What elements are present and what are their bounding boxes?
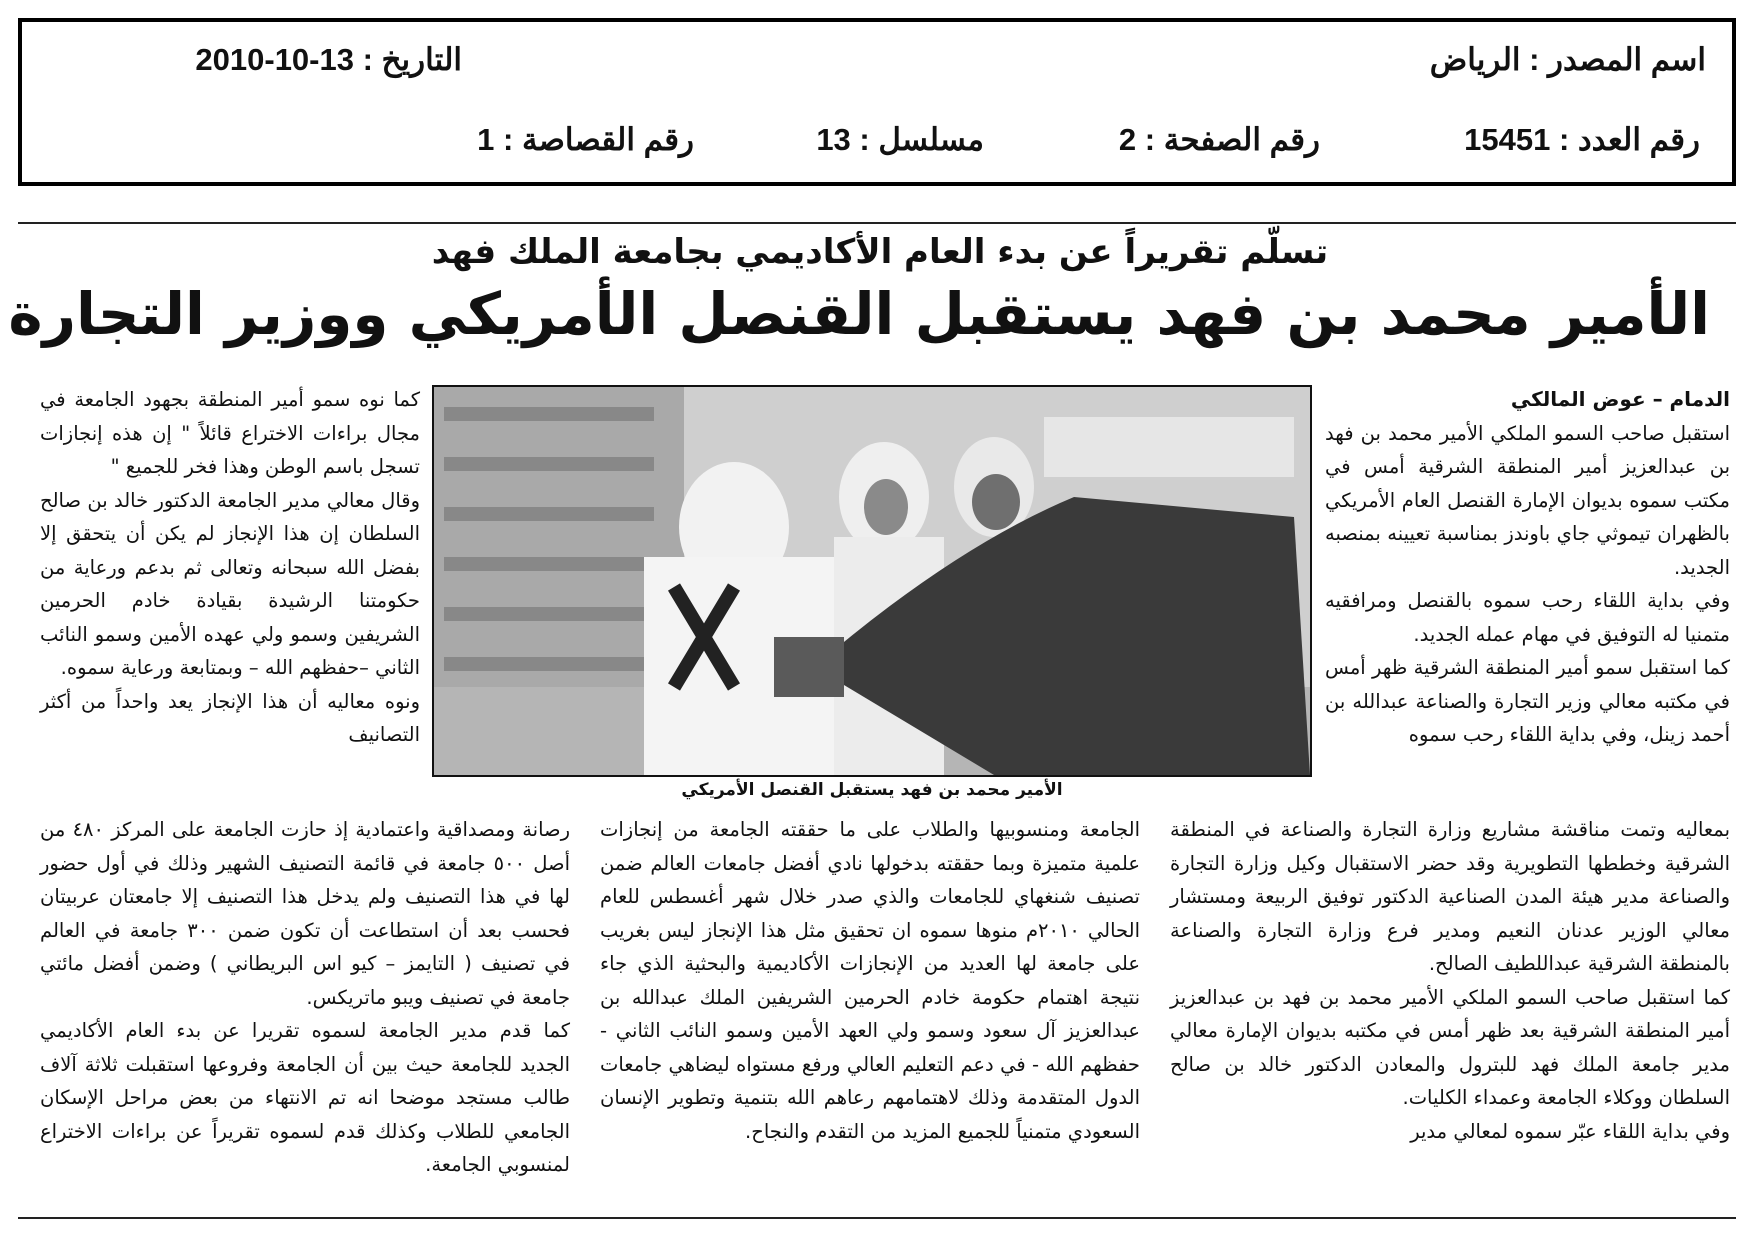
column-right-top-text: استقبل صاحب السمو الملكي الأمير محمد بن فهد بن عبدالعزيز أمير المنطقة الشرقية أمس في مكتب سموه بديوان الإمارة القنصل العام الأمريكي بالظهران تيموثي جاي باوندز بمناسبة تعيينه بمنصبه الجديد. وفي بداية اللقاء رحب سموه بالقنصل ومرافقيه متمنيا له التوفيق في مهام عمله الجديد. كما استقبل سمو أمير المنطقة الشرقية ظهر أمس في مكتبه معالي وزير التجارة والصناعة عبدالله بن أحمد زينل، وفي بداية اللقاء رحب سموه [1325,421,1730,746]
column-right-top [1325,383,1730,752]
issue-label: رقم العدد : 15451 [1464,122,1700,157]
date-label: التاريخ : 13-10-2010 [195,42,462,77]
column-left-bottom-text: رصانة ومصداقية واعتمادية إذ حازت الجامعة على المركز ٤٨٠ من أصل ٥٠٠ جامعة في قائمة التصنيف الشهير وذلك في أول حضور لها في هذا التصنيف ولم يدخل هذا التصنيف إلا جامعتان عربيتان فحسب بعد أن استطاعت أن تكون ضمن ٣٠٠ جامعة في العالم في تصنيف ( التايمز – كيو اس البريطاني ) وضمن أفضل مائتي جامعة في تصنيف ويبو ماتريكس. كما قدم مدير الجامعة لسموه تقريرا عن بدء العام الأكاديمي الجديد للجامعة حيث بين أن الجامعة وفروعها استقبلت ثلاثة آلاف طالب مستجد موضحا انه تم الانتهاء من بعض مراحل الإسكان الجامعي للطلاب وكذلك قدم لسموه تقريراً عن براءات الاختراع لمنسوبي الجامعة. [40,818,571,1176]
column-right-bottom-text: بمعاليه وتمت مناقشة مشاريع وزارة التجارة والصناعة في المنطقة الشرقية وخططها التطويرية وقد حضر الاستقبال وكيل وزارة التجارة والصناعة مدير هيئة المدن الصناعية الدكتور توفيق الربيعة ومستشار معالي الوزير عدنان النعيم ومدير فرع وزارة التجارة والصناعة بالمنطقة الشرقية عبداللطيف الصالح. كما استقبل صاحب السمو الملكي الأمير محمد بن فهد بن عبدالعزيز أمير المنطقة الشرقية بعد ظهر أمس في مكتبه بديوان الإمارة معالي مدير جامعة الملك فهد للبترول والمعادن الدكتور خالد بن صالح السلطان ووكلاء الجامعة وعمداء الكليات. وفي بداية اللقاء عبّر سموه لمعالي مدير [1170,818,1730,1143]
article-byline: الدمام – عوض المالكي [1510,387,1730,411]
article-kicker: تسلّم تقريراً عن بدء العام الأكاديمي بجامعة الملك فهد [431,232,1329,272]
column-left-bottom [40,813,570,1182]
column-middle-bottom-text: الجامعة ومنسوبيها والطلاب على ما حققته الجامعة من إنجازات علمية متميزة وبما حققته بدخولها نادي أفضل جامعات العالم ضمن تصنيف شنغهاي للجامعات والذي صدر خلال شهر أغسطس للعام الحالي ٢٠١٠م منوها سموه ان تحقيق مثل هذا الإنجاز ليس بغريب على جامعة لها العديد من الإنجازات الأكاديمية والبحثية الذي جاء نتيجة اهتمام حكومة خادم الحرمين الشريفين الملك عبدالله بن عبدالعزيز آل سعود وسمو ولي العهد الأمين وسمو النائب الثاني - حفظهم الله - في دعم التعليم العالي ورفع مستواه ليضاهي جامعات الدول المتقدمة وذلك لاهتمامهم رعاهم الله بتنمية وتطوير الإنسان السعودي متمنياً للجميع المزيد من التقدم والنجاح. [600,818,1140,1143]
photo-illustration [434,387,1310,775]
clip-label: رقم القصاصة : 1 [477,122,694,157]
top-rule [18,222,1736,224]
column-middle-bottom [600,813,1140,1148]
bottom-rule [18,1217,1736,1219]
article-headline: الأمير محمد بن فهد يستقبل القنصل الأمريكي ووزير التجارة [8,280,1710,348]
serial-label: مسلسل : 13 [816,122,984,157]
photo-caption: الأمير محمد بن فهد يستقبل القنصل الأمريكي [681,780,1063,800]
page-label: رقم الصفحة : 2 [1118,122,1320,157]
column-left-top [40,383,420,752]
source-label: اسم المصدر : الرياض [1429,42,1706,77]
column-right-bottom [1170,813,1730,1148]
column-left-top-text: كما نوه سمو أمير المنطقة بجهود الجامعة في مجال براءات الاختراع قائلاً " إن هذه إنجازات تسجل باسم الوطن وهذا فخر للجميع " وقال معالي مدير الجامعة الدكتور خالد بن صالح السلطان إن هذا الإنجاز لم يكن أن يتحقق إلا بفضل الله سبحانه وتعالى ثم بدعم ورعاية من حكومتنا الرشيدة بقيادة خادم الحرمين الشريفين وسمو ولي عهده الأمين وسمو النائب الثاني –حفظهم الله – وبمتابعة ورعاية سموه. ونوه معاليه أن هذا الإنجاز يعد واحداً من أكثر التصانيف [40,388,420,746]
article-photo [432,385,1312,777]
